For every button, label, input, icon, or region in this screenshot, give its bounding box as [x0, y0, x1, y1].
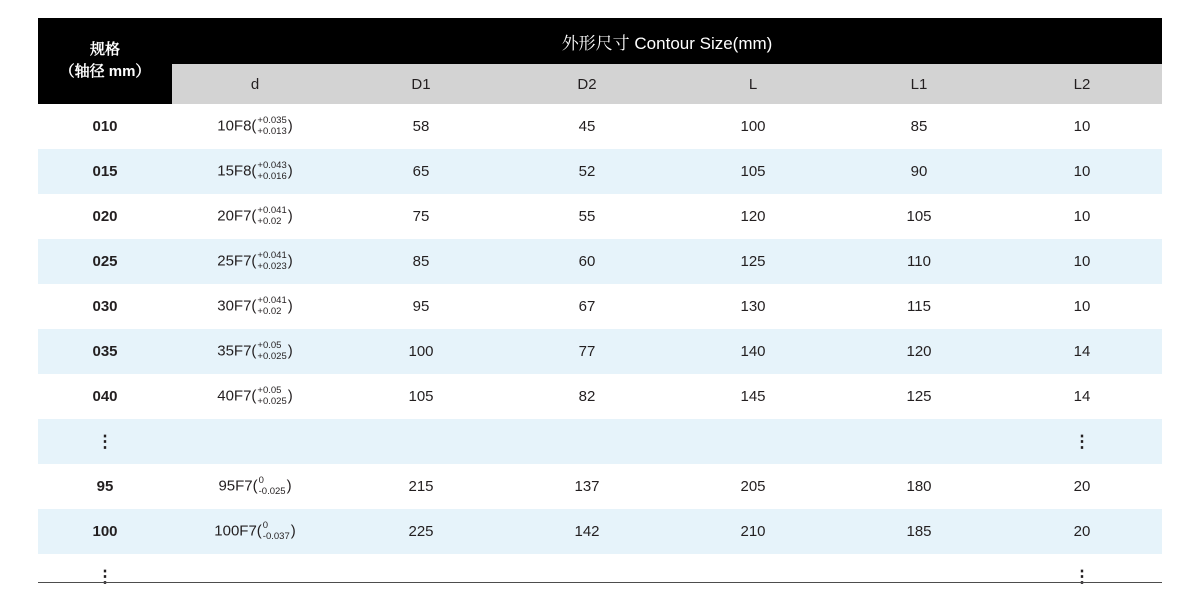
- tolerance-lower: +0.02: [257, 215, 285, 227]
- cell-L2: 14: [1002, 329, 1162, 374]
- table-row: [38, 374, 1162, 419]
- cell-L: 125: [670, 239, 836, 284]
- header-col-D1: D1: [338, 64, 504, 104]
- cell-D2: 55: [504, 194, 670, 239]
- cell-D2: 137: [504, 464, 670, 509]
- cell-spec: 95: [38, 464, 172, 509]
- tolerance-lower: +0.025: [257, 395, 287, 407]
- cell-L: 130: [670, 284, 836, 329]
- tolerance-stack: [257, 116, 286, 137]
- row-ellipsis-spec: ⋮: [38, 419, 172, 464]
- header-spec-line2: （轴径 mm）: [59, 63, 151, 80]
- cell-spec: 035: [38, 329, 172, 374]
- cell-d: 40F7( +0.05 +0.025 ): [172, 374, 338, 419]
- tolerance-stack: [257, 341, 286, 362]
- cell-D2: 52: [504, 149, 670, 194]
- cell-D2: 77: [504, 329, 670, 374]
- cell-D2: 67: [504, 284, 670, 329]
- cell-D2: 45: [504, 104, 670, 149]
- cell-L1: [836, 554, 1002, 599]
- header-spec-line1: 规格: [89, 41, 120, 59]
- cell-d: 100F7( 0 -0.037 ): [172, 509, 338, 554]
- cell-L: 120: [670, 194, 836, 239]
- cell-d: 30F7( +0.041 +0.02 ): [172, 284, 338, 329]
- cell-L1: 115: [836, 284, 1002, 329]
- tolerance-stack: [257, 296, 286, 317]
- cell-L1: 105: [836, 194, 1002, 239]
- cell-spec: 015: [38, 149, 172, 194]
- table-row: [38, 464, 1162, 509]
- cell-D1: 100: [338, 329, 504, 374]
- header-col-d: d: [172, 64, 338, 104]
- cell-D1: 75: [338, 194, 504, 239]
- cell-L2: 10: [1002, 104, 1162, 149]
- tolerance-stack: [257, 251, 286, 272]
- tolerance-lower: +0.023: [257, 260, 287, 272]
- header-spec-cell: [38, 18, 172, 104]
- cell-L2: 14: [1002, 374, 1162, 419]
- cell-D1: 215: [338, 464, 504, 509]
- cell-d: [172, 554, 338, 599]
- cell-L1: [836, 419, 1002, 464]
- table-row: [38, 239, 1162, 284]
- header-col-L1: L1: [836, 64, 1002, 104]
- table-row: [38, 194, 1162, 239]
- tolerance-stack: [257, 161, 286, 182]
- cell-L: 205: [670, 464, 836, 509]
- cell-L: 105: [670, 149, 836, 194]
- cell-D1: [338, 554, 504, 599]
- cell-L2: 10: [1002, 194, 1162, 239]
- header-contour-title: 外形尺寸 Contour Size(mm): [172, 18, 1162, 64]
- cell-L2: 10: [1002, 284, 1162, 329]
- table-row: [38, 329, 1162, 374]
- tolerance-upper: +0.035: [257, 114, 287, 126]
- cell-D1: 225: [338, 509, 504, 554]
- tolerance-stack: [263, 521, 290, 542]
- cell-D1: 85: [338, 239, 504, 284]
- cell-L1: 185: [836, 509, 1002, 554]
- cell-L2: 20: [1002, 464, 1162, 509]
- table-header: [38, 18, 1162, 104]
- contour-size-table: [38, 18, 1162, 599]
- tolerance-upper: +0.041: [257, 294, 287, 306]
- cell-D2: 142: [504, 509, 670, 554]
- cell-L: 100: [670, 104, 836, 149]
- cell-D2: [504, 419, 670, 464]
- row-ellipsis-L2: ⋮: [1002, 419, 1162, 464]
- cell-spec: 025: [38, 239, 172, 284]
- tolerance-lower: +0.02: [257, 305, 285, 317]
- tolerance-lower: -0.037: [262, 530, 290, 542]
- cell-L1: 90: [836, 149, 1002, 194]
- cell-L2: 20: [1002, 509, 1162, 554]
- tolerance-stack: [259, 476, 286, 497]
- cell-d: 25F7( +0.041 +0.023 ): [172, 239, 338, 284]
- table-row: [38, 419, 1162, 464]
- tolerance-upper: +0.041: [257, 249, 287, 261]
- cell-D2: 60: [504, 239, 670, 284]
- tolerance-upper: +0.05: [257, 384, 285, 396]
- tolerance-upper: +0.041: [257, 204, 287, 216]
- tolerance-upper: 0: [262, 519, 269, 531]
- cell-D2: [504, 554, 670, 599]
- cell-d: [172, 419, 338, 464]
- header-col-D2: D2: [504, 64, 670, 104]
- cell-D2: 82: [504, 374, 670, 419]
- cell-L1: 120: [836, 329, 1002, 374]
- table-row: [38, 149, 1162, 194]
- tolerance-lower: +0.025: [257, 350, 287, 362]
- cell-d: 15F8( +0.043 +0.016 ): [172, 149, 338, 194]
- cell-spec: 020: [38, 194, 172, 239]
- cell-L: 145: [670, 374, 836, 419]
- cell-D1: 65: [338, 149, 504, 194]
- cell-d: 20F7( +0.041 +0.02 ): [172, 194, 338, 239]
- tolerance-lower: +0.013: [257, 125, 287, 137]
- cell-d: 35F7( +0.05 +0.025 ): [172, 329, 338, 374]
- tolerance-upper: +0.05: [257, 339, 285, 351]
- cell-L1: 110: [836, 239, 1002, 284]
- header-row-columns: [38, 64, 1162, 104]
- table-bottom-rule: [38, 582, 1162, 583]
- cell-spec: 010: [38, 104, 172, 149]
- row-ellipsis-spec: ⋮: [38, 554, 172, 599]
- cell-d: 10F8( +0.035 +0.013 ): [172, 104, 338, 149]
- cell-spec: 100: [38, 509, 172, 554]
- cell-D1: 105: [338, 374, 504, 419]
- tolerance-upper: 0: [258, 474, 264, 486]
- cell-spec: 040: [38, 374, 172, 419]
- tolerance-stack: [257, 206, 286, 227]
- cell-L1: 85: [836, 104, 1002, 149]
- cell-L: 210: [670, 509, 836, 554]
- cell-L: [670, 419, 836, 464]
- tolerance-lower: +0.016: [257, 170, 287, 182]
- cell-L2: 10: [1002, 239, 1162, 284]
- cell-spec: 030: [38, 284, 172, 329]
- cell-L2: 10: [1002, 149, 1162, 194]
- table-row: [38, 284, 1162, 329]
- table-row: [38, 104, 1162, 149]
- cell-L1: 125: [836, 374, 1002, 419]
- row-ellipsis-L2: ⋮: [1002, 554, 1162, 599]
- table-row: [38, 554, 1162, 599]
- header-col-L: L: [670, 64, 836, 104]
- tolerance-upper: +0.043: [257, 159, 287, 171]
- table-row: [38, 509, 1162, 554]
- cell-L1: 180: [836, 464, 1002, 509]
- table-body: [38, 104, 1162, 599]
- header-col-L2: L2: [1002, 64, 1162, 104]
- cell-D1: 58: [338, 104, 504, 149]
- cell-D1: 95: [338, 284, 504, 329]
- cell-L: [670, 554, 836, 599]
- cell-d: 95F7( 0 -0.025 ): [172, 464, 338, 509]
- cell-L: 140: [670, 329, 836, 374]
- tolerance-lower: -0.025: [258, 485, 286, 497]
- header-row-title: [38, 18, 1162, 64]
- tolerance-stack: [257, 386, 286, 407]
- cell-D1: [338, 419, 504, 464]
